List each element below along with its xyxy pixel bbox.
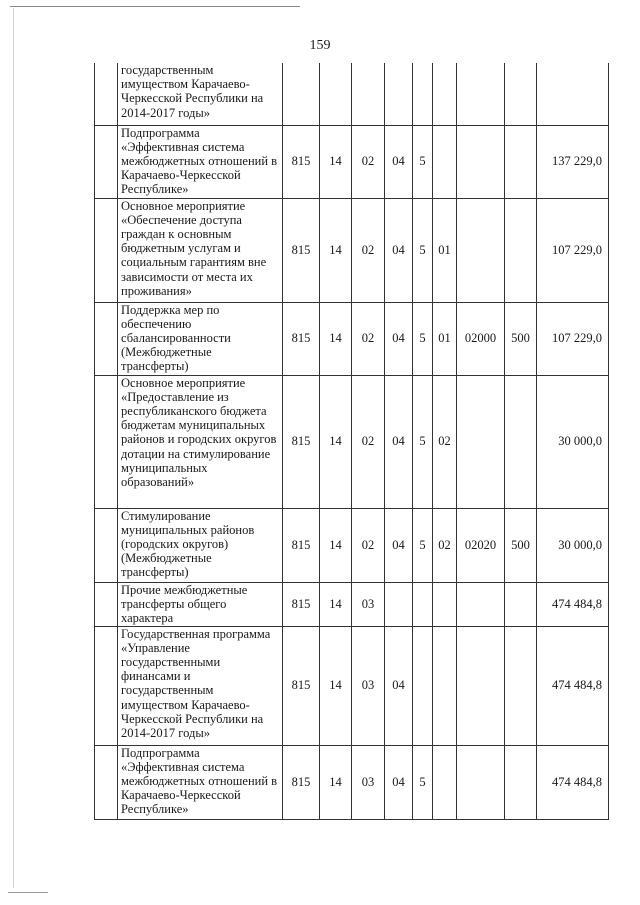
row-amount — [537, 63, 609, 125]
row-expense-type-code: 500 — [505, 508, 537, 582]
row-number-cell — [95, 125, 118, 198]
row-number-cell — [95, 582, 118, 626]
row-direction-code — [457, 582, 505, 626]
row-admin-code: 815 — [283, 508, 320, 582]
row-section-code: 14 — [320, 745, 352, 819]
budget-table — [94, 63, 609, 820]
row-program-code — [385, 63, 413, 125]
row-direction-code — [457, 63, 505, 125]
row-admin-code: 815 — [283, 198, 320, 302]
row-admin-code — [283, 63, 320, 125]
scan-edge-bottom — [8, 892, 48, 893]
row-subsection-code: 02 — [352, 125, 385, 198]
row-name: Поддержка мер по обеспечению сбалансированности (Межбюджетные трансферты) — [118, 302, 283, 375]
row-expense-type-code — [505, 582, 537, 626]
row-subprogram-code — [413, 626, 433, 745]
row-direction-code: 02020 — [457, 508, 505, 582]
row-event-code — [433, 745, 457, 819]
row-name: Государственная программа «Управление государственными финансами и государственным имуществом Карачаево-Черкесской Республики на 2014-2017 годы» — [118, 626, 283, 745]
row-subprogram-code: 5 — [413, 745, 433, 819]
row-name: Подпрограмма «Эффективная система межбюджетных отношений в Карачаево-Черкесской Республике» — [118, 125, 283, 198]
row-program-code: 04 — [385, 745, 413, 819]
row-name: Подпрограмма «Эффективная система межбюджетных отношений в Карачаево-Черкесской Республике» — [118, 745, 283, 819]
row-expense-type-code — [505, 63, 537, 125]
row-number-cell — [95, 375, 118, 508]
row-name: Стимулирование муниципальных районов (городских округов) (Межбюджетные трансферты) — [118, 508, 283, 582]
row-program-code: 04 — [385, 198, 413, 302]
row-section-code: 14 — [320, 508, 352, 582]
row-direction-code — [457, 125, 505, 198]
page-number: 159 — [309, 38, 331, 53]
row-subsection-code: 02 — [352, 302, 385, 375]
row-expense-type-code — [505, 375, 537, 508]
row-admin-code: 815 — [283, 375, 320, 508]
row-subsection-code: 02 — [352, 375, 385, 508]
row-subprogram-code: 5 — [413, 302, 433, 375]
row-amount: 137 229,0 — [537, 125, 609, 198]
row-expense-type-code — [505, 198, 537, 302]
row-subsection-code: 03 — [352, 582, 385, 626]
row-direction-code — [457, 375, 505, 508]
row-program-code: 04 — [385, 508, 413, 582]
row-expense-type-code — [505, 626, 537, 745]
row-event-code: 02 — [433, 375, 457, 508]
row-admin-code: 815 — [283, 626, 320, 745]
row-number-cell — [95, 626, 118, 745]
row-amount: 474 484,8 — [537, 582, 609, 626]
table-row — [95, 302, 609, 375]
table-row — [95, 125, 609, 198]
row-subprogram-code: 5 — [413, 198, 433, 302]
row-amount: 107 229,0 — [537, 302, 609, 375]
row-direction-code — [457, 626, 505, 745]
row-section-code — [320, 63, 352, 125]
row-subprogram-code — [413, 63, 433, 125]
row-admin-code: 815 — [283, 302, 320, 375]
row-section-code: 14 — [320, 626, 352, 745]
row-name: государственным имуществом Карачаево-Черкесской Республики на 2014-2017 годы» — [118, 63, 283, 125]
row-event-code — [433, 582, 457, 626]
row-direction-code: 02000 — [457, 302, 505, 375]
table-row — [95, 582, 609, 626]
table-row — [95, 508, 609, 582]
table-row — [95, 63, 609, 125]
row-subsection-code: 02 — [352, 198, 385, 302]
row-program-code: 04 — [385, 375, 413, 508]
row-section-code: 14 — [320, 125, 352, 198]
row-event-code: 01 — [433, 302, 457, 375]
row-number-cell — [95, 63, 118, 125]
row-number-cell — [95, 745, 118, 819]
row-program-code: 04 — [385, 125, 413, 198]
row-amount: 107 229,0 — [537, 198, 609, 302]
row-subsection-code: 02 — [352, 508, 385, 582]
row-number-cell — [95, 302, 118, 375]
row-subsection-code: 03 — [352, 626, 385, 745]
row-expense-type-code — [505, 745, 537, 819]
row-subprogram-code: 5 — [413, 125, 433, 198]
row-number-cell — [95, 198, 118, 302]
row-section-code: 14 — [320, 302, 352, 375]
row-admin-code: 815 — [283, 125, 320, 198]
row-expense-type-code: 500 — [505, 302, 537, 375]
row-admin-code: 815 — [283, 745, 320, 819]
row-direction-code — [457, 198, 505, 302]
row-name: Основное мероприятие «Предоставление из республиканского бюджета бюджетам муниципальных районов и городских округов дотации на стимулирование муниципальных образований» — [118, 375, 283, 508]
scan-edge-left — [13, 8, 14, 888]
row-number-cell — [95, 508, 118, 582]
row-event-code — [433, 63, 457, 125]
row-amount: 474 484,8 — [537, 626, 609, 745]
row-section-code: 14 — [320, 198, 352, 302]
row-subprogram-code: 5 — [413, 375, 433, 508]
row-program-code — [385, 582, 413, 626]
row-section-code: 14 — [320, 582, 352, 626]
row-direction-code — [457, 745, 505, 819]
table-row — [95, 198, 609, 302]
row-amount: 30 000,0 — [537, 508, 609, 582]
row-name: Основное мероприятие «Обеспечение доступа граждан к основным бюджетным услугам и социальным гарантиям вне зависимости от места их проживания» — [118, 198, 283, 302]
table-row — [95, 375, 609, 508]
row-program-code: 04 — [385, 626, 413, 745]
row-event-code — [433, 125, 457, 198]
table-row — [95, 745, 609, 819]
row-subsection-code: 03 — [352, 745, 385, 819]
row-amount: 30 000,0 — [537, 375, 609, 508]
scan-edge-top — [10, 6, 300, 7]
row-event-code — [433, 626, 457, 745]
row-program-code: 04 — [385, 302, 413, 375]
row-subprogram-code: 5 — [413, 508, 433, 582]
row-section-code: 14 — [320, 375, 352, 508]
row-subprogram-code — [413, 582, 433, 626]
row-subsection-code — [352, 63, 385, 125]
row-event-code: 02 — [433, 508, 457, 582]
row-name: Прочие межбюджетные трансферты общего характера — [118, 582, 283, 626]
row-expense-type-code — [505, 125, 537, 198]
row-admin-code: 815 — [283, 582, 320, 626]
table-row — [95, 626, 609, 745]
row-amount: 474 484,8 — [537, 745, 609, 819]
row-event-code: 01 — [433, 198, 457, 302]
